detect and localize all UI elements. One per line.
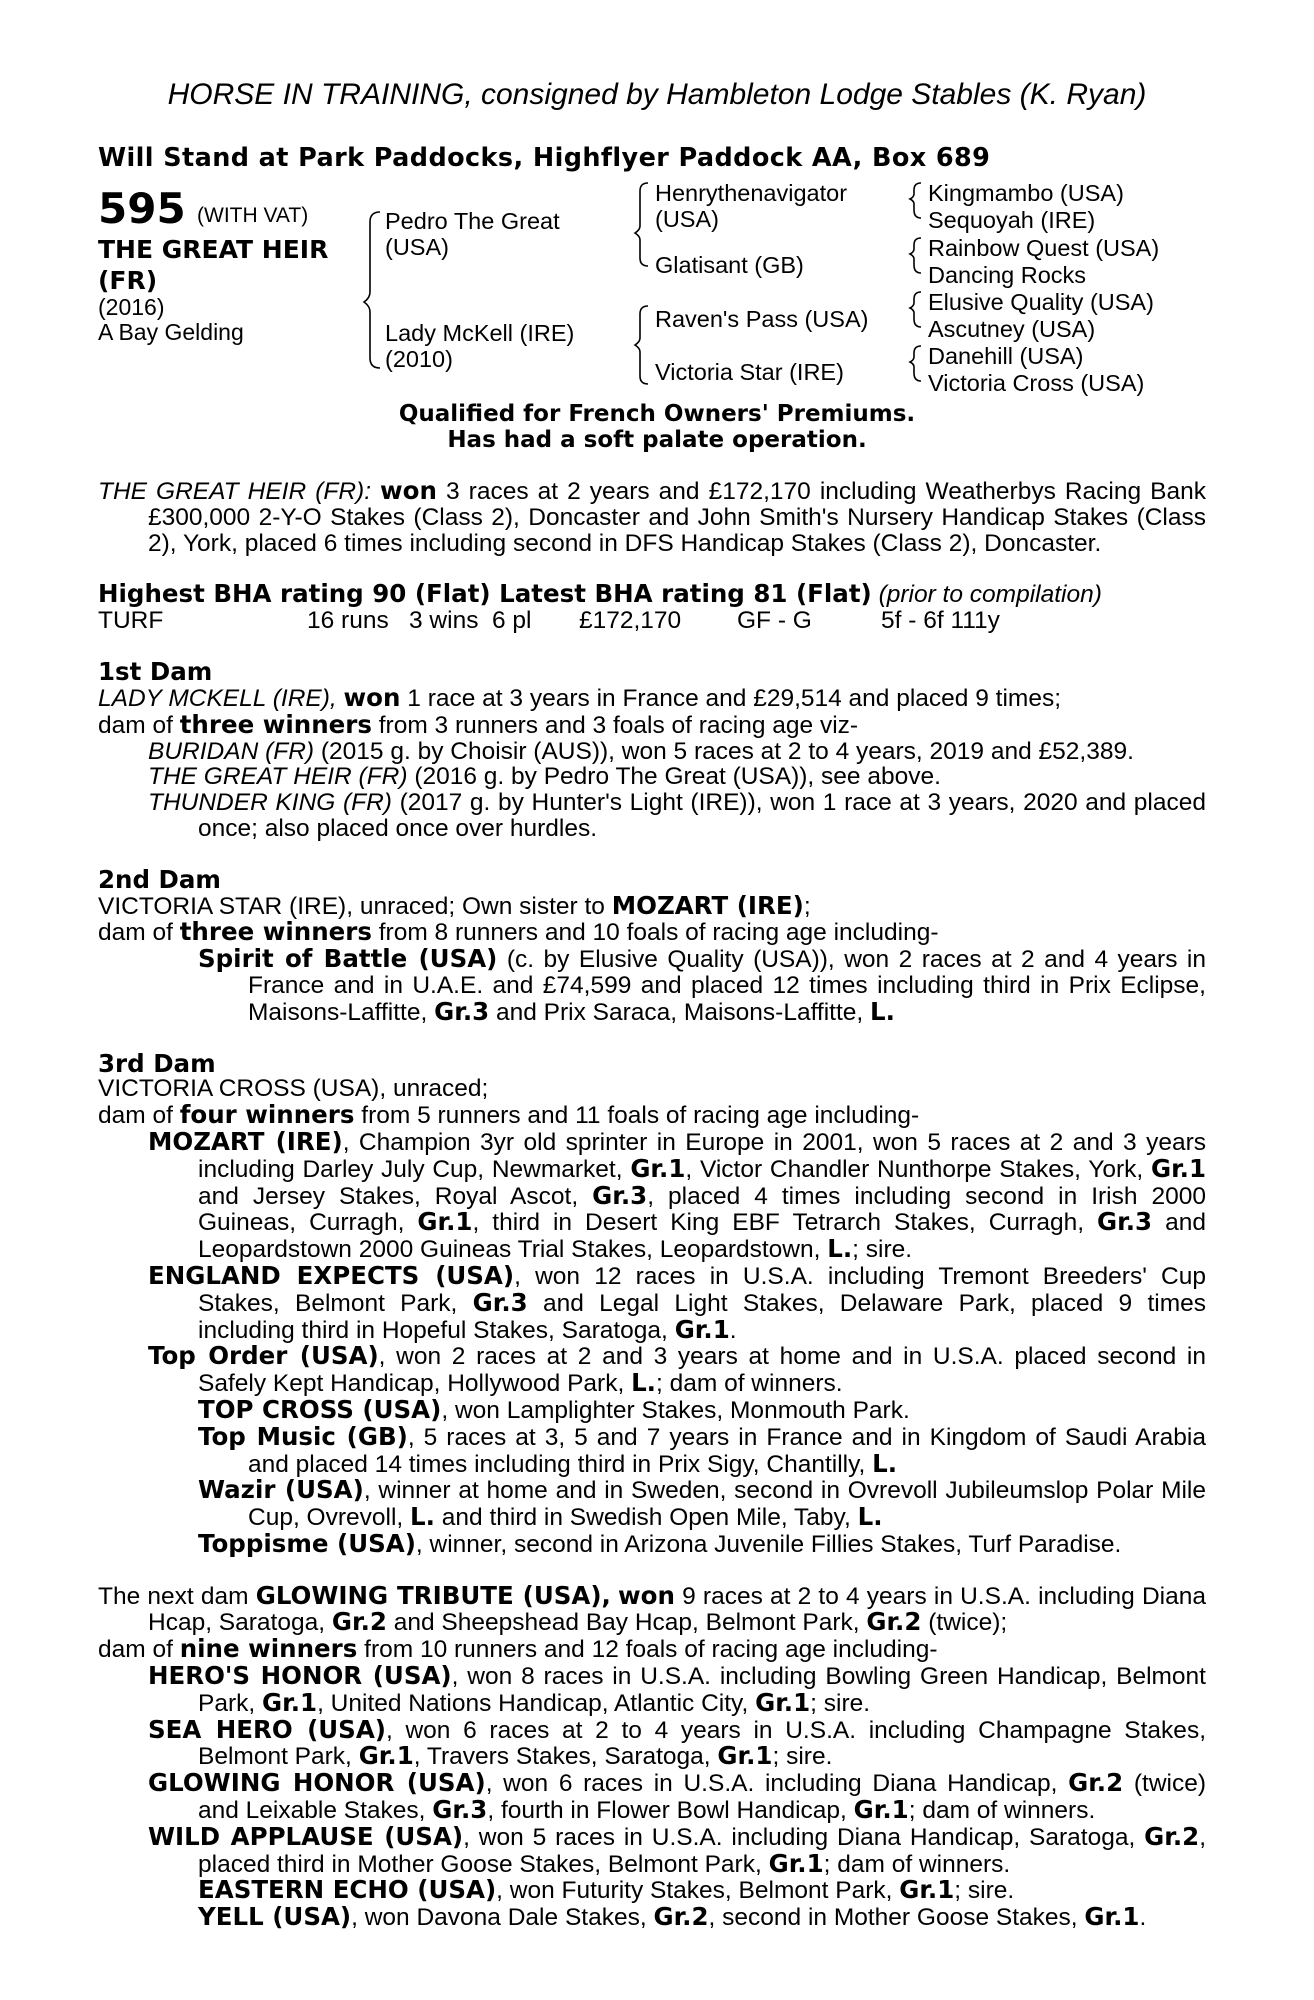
pedigree-ggp-8: Victoria Cross (USA): [928, 370, 1145, 396]
progeny-entry: Spirit of Battle (USA) (c. by Elusive Quality (USA)), won 2 races at 2 and 4 years in France and in U.A.E. and £74,599 and placed 12 times including third in Prix Eclipse, Maisons-Laffitte, Gr.3 and Prix Saraca, Maisons-Laffitte, L.: [198, 944, 1206, 1026]
progeny-entry: Toppisme (USA), winner, second in Arizona Juvenile Fillies Stakes, Turf Paradise.: [198, 1528, 1122, 1558]
catalogue-text: [98, 478, 1206, 1931]
progeny-entry: THE GREAT HEIR (FR) (2016 g. by Pedro The Great (USA)), see above.: [148, 763, 941, 791]
first-dam-heading: 1st Dam: [98, 657, 213, 687]
vat-label: (WITH VAT): [197, 204, 309, 227]
pedigree-ggp-3: Rainbow Quest (USA): [928, 235, 1160, 261]
horse-name: THE GREAT HEIR (FR): [98, 235, 329, 295]
pedigree-dam: Lady McKell (IRE) (2010): [385, 320, 575, 372]
third-dam-produce: dam of four winners from 5 runners and 11 foals of racing age including-: [98, 1100, 920, 1130]
progeny-entry: BURIDAN (FR) (2015 g. by Choisir (AUS)), won 5 races at 2 to 4 years, 2019 and £52,389.: [148, 737, 1134, 765]
next-dam-line: The next dam GLOWING TRIBUTE (USA), won 9 races at 2 to 4 years in U.S.A. including Diana Hcap, Saratoga, Gr.2 and Sheepshead Bay Hcap, Belmont Park, Gr.2 (twice);: [98, 1580, 1206, 1637]
second-dam-heading: 2nd Dam: [98, 864, 221, 894]
bha-rating: Highest BHA rating 90 (Flat) Latest BHA rating 81 (Flat) (prior to compilation): [98, 579, 1102, 609]
progeny-entry: YELL (USA), won Davona Dale Stakes, Gr.2, second in Mother Goose Stakes, Gr.1.: [198, 1902, 1147, 1932]
progeny-entry: Wazir (USA), winner at home and in Sweden, second in Ovrevoll Jubileumslop Polar Mile Cup, Ovrevoll, L. and third in Swedish Open Mile, Taby, L.: [198, 1475, 1206, 1532]
pedigree-sire-sire: Henrythenavigator (USA): [655, 180, 848, 232]
foaling-year: (2016): [98, 294, 165, 320]
pedigree-ggp-7: Danehill (USA): [928, 343, 1084, 369]
progeny-entry: Top Order (USA), won 2 races at 2 and 3 years at home and in U.S.A. placed second in Safely Kept Handicap, Hollywood Park, L.; dam of winners.: [148, 1341, 1206, 1398]
first-dam-produce: dam of three winners from 3 runners and 3 foals of racing age viz-: [98, 709, 859, 739]
second-dam-line: VICTORIA STAR (IRE), unraced; Own sister to MOZART (IRE);: [98, 890, 811, 920]
consignor-line: HORSE IN TRAINING, consigned by Hambleton Lodge Stables (K. Ryan): [167, 78, 1147, 111]
next-dam-produce: dam of nine winners from 10 runners and 12 foals of racing age including-: [98, 1634, 938, 1664]
progeny-entry: ENGLAND EXPECTS (USA), won 12 races in U.S.A. including Tremont Breeders' Cup Stakes, Belmont Park, Gr.3 and Legal Light Stakes, Delaware Park, placed 9 times including third in Hopeful Stakes, Saratoga, Gr.1.: [148, 1260, 1207, 1344]
progeny-entry: Top Music (GB), 5 races at 3, 5 and 7 years in France and in Kingdom of Saudi Arabia and placed 14 times including third in Prix Sigy, Chantilly, L.: [198, 1421, 1206, 1478]
progeny-entry: HERO'S HONOR (USA), won 8 races in U.S.A. including Bowling Green Handicap, Belmont Park, Gr.1, United Nations Handicap, Atlantic City, Gr.1; sire.: [148, 1661, 1206, 1717]
progeny-entry: WILD APPLAUSE (USA), won 5 races in U.S.A. including Diana Handicap, Saratoga, Gr.2, placed third in Mother Goose Stakes, Belmont Park, Gr.1; dam of winners.: [148, 1821, 1207, 1878]
progeny-entry: TOP CROSS (USA), won Lamplighter Stakes, Monmouth Park.: [198, 1394, 910, 1424]
pedigree-ggp-2: Sequoyah (IRE): [928, 207, 1096, 233]
first-dam-line: LADY MCKELL (IRE), won 1 race at 3 years in France and £29,514 and placed 9 times;: [98, 682, 1062, 712]
operation-note: Has had a soft palate operation.: [447, 427, 867, 453]
second-dam-produce: dam of three winners from 8 runners and 10 foals of racing age including-: [98, 917, 939, 947]
third-dam-heading: 3rd Dam: [98, 1048, 216, 1078]
progeny-entry: SEA HERO (USA), won 6 races at 2 to 4 years in U.S.A. including Champagne Stakes, Belmont Park, Gr.1, Travers Stakes, Saratoga, Gr.1; sire.: [148, 1714, 1206, 1771]
pedigree-ggp-4: Dancing Rocks: [928, 262, 1087, 288]
racing-summary: THE GREAT HEIR (FR): won 3 races at 2 years and £172,170 including Weatherbys Racing Bank £300,000 2-Y-O Stakes (Class 2), Doncaster and John Smith's Nursery Handicap Stakes (Class 2), York, placed 6 times including second in DFS Handicap Stakes (Class 2), Doncaster.: [98, 476, 1207, 557]
pedigree-ggp-5: Elusive Quality (USA): [928, 289, 1154, 315]
third-dam-line: VICTORIA CROSS (USA), unraced;: [98, 1075, 489, 1103]
progeny-entry: GLOWING HONOR (USA), won 6 races in U.S.A. including Diana Handicap, Gr.2 (twice) and Leixable Stakes, Gr.3, fourth in Flower Bowl Handicap, Gr.1; dam of winners.: [148, 1768, 1207, 1825]
lot-number: 595: [98, 184, 186, 233]
pedigree-ggp-6: Ascutney (USA): [928, 316, 1096, 342]
progeny-entry: MOZART (IRE), Champion 3yr old sprinter in Europe in 2001, won 5 races at 2 and 3 years including Darley July Cup, Newmarket, Gr.1, Victor Chandler Nunthorpe Stakes, York, Gr.1 and Jersey Stakes, Royal Ascot, Gr.3, placed 4 times including second in Irish 2000 Guineas, Curragh, Gr.1, third in Desert King EBF Tetrarch Stakes, Curragh, Gr.3 and Leopardstown 2000 Guineas Trial Stakes, Leopardstown, L.; sire.: [148, 1126, 1207, 1264]
premium-note: Qualified for French Owners' Premiums.: [398, 401, 916, 427]
pedigree-sire: Pedro The Great (USA): [385, 208, 560, 260]
turf-record: TURF 16 runs 3 wins 6 pl £172,170 GF - G 5f - 6f 111y: [98, 607, 1000, 635]
pedigree-dam-sire: Raven's Pass (USA): [655, 306, 869, 332]
pedigree-ggp-1: Kingmambo (USA): [928, 180, 1124, 206]
progeny-entry: EASTERN ECHO (USA), won Futurity Stakes, Belmont Park, Gr.1; sire.: [198, 1875, 1015, 1905]
stand-location: Will Stand at Park Paddocks, Highflyer Paddock AA, Box 689: [98, 143, 991, 173]
pedigree-dam-dam: Victoria Star (IRE): [655, 359, 844, 385]
horse-description: A Bay Gelding: [98, 319, 244, 345]
pedigree-sire-dam: Glatisant (GB): [655, 252, 804, 278]
progeny-entry: THUNDER KING (FR) (2017 g. by Hunter's Light (IRE)), won 1 race at 3 years, 2020 and placed once; also placed once over hurdles.: [148, 789, 1206, 842]
